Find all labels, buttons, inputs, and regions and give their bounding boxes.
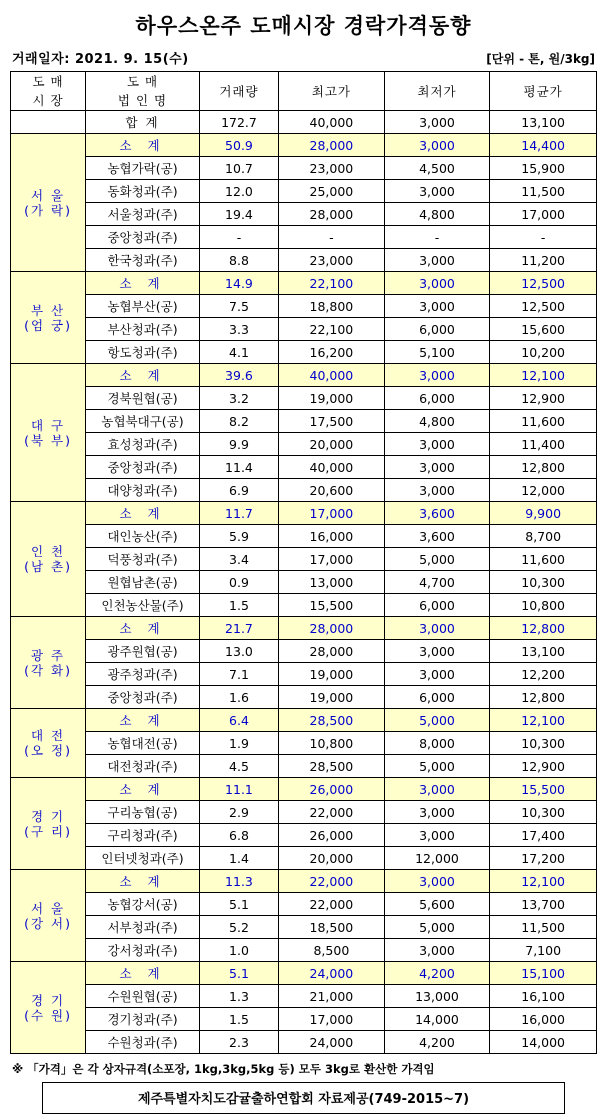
table-row: [11, 364, 597, 387]
max-price-value: 19,000: [279, 387, 385, 410]
company-name: 중앙청과(주): [86, 456, 200, 479]
table-row: [11, 502, 597, 525]
avg-price-value: 11,200: [490, 249, 597, 272]
avg-price-value: 10,800: [490, 594, 597, 617]
avg-price-value: 17,000: [490, 203, 597, 226]
region-market: (각 화): [24, 662, 73, 678]
min-price-value: 6,000: [384, 318, 490, 341]
table-row: [11, 870, 597, 893]
avg-price-value: 15,100: [490, 962, 597, 985]
table-row: [11, 686, 597, 709]
avg-price-value: 11,600: [490, 410, 597, 433]
table-row: [11, 157, 597, 180]
avg-price-value: 11,500: [490, 916, 597, 939]
avg-price-value: 9,900: [490, 502, 597, 525]
avg-price-value: 10,300: [490, 732, 597, 755]
quantity-value: 11.1: [199, 778, 278, 801]
max-price-value: 16,200: [279, 341, 385, 364]
min-price-value: 3,000: [384, 249, 490, 272]
table-row: [11, 916, 597, 939]
quantity-value: 6.4: [199, 709, 278, 732]
min-price-value: 5,600: [384, 893, 490, 916]
subtotal-label: 소 계: [86, 272, 200, 295]
avg-price-value: 16,000: [490, 1008, 597, 1031]
avg-price-value: 12,800: [490, 617, 597, 640]
unit-label: [단위 - 톤, 원/3kg]: [486, 52, 595, 66]
table-row: [11, 939, 597, 962]
quantity-value: 5.2: [199, 916, 278, 939]
avg-price-value: 11,400: [490, 433, 597, 456]
max-price-value: 28,000: [279, 617, 385, 640]
max-price-value: 24,000: [279, 962, 385, 985]
min-price-value: 5,000: [384, 709, 490, 732]
max-price-value: 22,000: [279, 801, 385, 824]
header-region-line1: 도 매: [32, 74, 64, 89]
table-row: [11, 548, 597, 571]
subtotal-label: 소 계: [86, 617, 200, 640]
table-row: [11, 479, 597, 502]
region-cell: [11, 502, 86, 617]
quantity-value: 8.8: [199, 249, 278, 272]
min-price-value: 3,000: [384, 824, 490, 847]
max-price-value: 28,500: [279, 755, 385, 778]
min-price-value: 3,000: [384, 433, 490, 456]
total-max-price: 40,000: [279, 111, 385, 134]
min-price-value: 6,000: [384, 686, 490, 709]
quantity-value: 1.6: [199, 686, 278, 709]
footnote: ※ 「가격」은 각 상자규격(소포장, 1kg,3kg,5kg 등) 모두 3kg로 환산한 가격임: [12, 1062, 435, 1076]
avg-price-value: 10,200: [490, 341, 597, 364]
quantity-value: 21.7: [199, 617, 278, 640]
min-price-value: 8,000: [384, 732, 490, 755]
region-cell: [11, 134, 86, 272]
avg-price-value: 13,100: [490, 640, 597, 663]
avg-price-value: 12,900: [490, 387, 597, 410]
company-name: 수원원협(공): [86, 985, 200, 1008]
min-price-value: 4,500: [384, 157, 490, 180]
header-cell-avg-price: 평균가: [490, 72, 597, 111]
table-row: [11, 847, 597, 870]
table-row: [11, 433, 597, 456]
avg-price-value: 7,100: [490, 939, 597, 962]
region-cell: [11, 962, 86, 1054]
min-price-value: 4,200: [384, 962, 490, 985]
quantity-value: 1.5: [199, 594, 278, 617]
max-price-value: 28,500: [279, 709, 385, 732]
quantity-value: 10.7: [199, 157, 278, 180]
avg-price-value: 17,200: [490, 847, 597, 870]
table-row: [11, 663, 597, 686]
quantity-value: 7.1: [199, 663, 278, 686]
region-name: 인 천: [31, 544, 66, 559]
max-price-value: 28,000: [279, 203, 385, 226]
max-price-value: 24,000: [279, 1031, 385, 1054]
max-price-value: 20,000: [279, 433, 385, 456]
min-price-value: 3,600: [384, 525, 490, 548]
avg-price-value: 14,000: [490, 1031, 597, 1054]
header-region-line2: 시 장: [32, 93, 64, 108]
avg-price-value: 12,000: [490, 479, 597, 502]
table-row: [11, 387, 597, 410]
region-name: 광 주: [31, 647, 66, 663]
quantity-value: 7.5: [199, 295, 278, 318]
min-price-value: 3,000: [384, 134, 490, 157]
table-row: [11, 410, 597, 433]
table-row: [11, 249, 597, 272]
min-price-value: 6,000: [384, 387, 490, 410]
max-price-value: 26,000: [279, 824, 385, 847]
quantity-value: 12.0: [199, 180, 278, 203]
min-price-value: 3,000: [384, 939, 490, 962]
avg-price-value: 11,600: [490, 548, 597, 571]
company-name: 농협강서(공): [86, 893, 200, 916]
company-name: 수원청과(주): [86, 1031, 200, 1054]
max-price-value: 40,000: [279, 364, 385, 387]
max-price-value: 8,500: [279, 939, 385, 962]
min-price-value: 5,000: [384, 548, 490, 571]
quantity-value: 6.9: [199, 479, 278, 502]
min-price-value: 3,000: [384, 456, 490, 479]
company-name: 인천농산물(주): [86, 594, 200, 617]
min-price-value: 3,000: [384, 479, 490, 502]
quantity-value: 3.3: [199, 318, 278, 341]
min-price-value: 4,800: [384, 410, 490, 433]
max-price-value: 28,000: [279, 640, 385, 663]
region-name: 경 기: [31, 992, 66, 1008]
max-price-value: 22,000: [279, 893, 385, 916]
avg-price-value: 8,700: [490, 525, 597, 548]
quantity-value: 5.9: [199, 525, 278, 548]
table-row: [11, 962, 597, 985]
region-market: (강 서): [24, 915, 73, 931]
region-name: 서 울: [31, 187, 66, 203]
page-title: 하우스온주 도매시장 경락가격동향: [135, 14, 472, 38]
table-row: [11, 318, 597, 341]
table-row: [11, 272, 597, 295]
table-row: [11, 456, 597, 479]
max-price-value: 16,000: [279, 525, 385, 548]
avg-price-value: 12,100: [490, 870, 597, 893]
region-name: 부 산: [31, 302, 66, 318]
quantity-value: 8.2: [199, 410, 278, 433]
min-price-value: 3,000: [384, 295, 490, 318]
company-name: 강서청과(주): [86, 939, 200, 962]
total-quantity: 172.7: [199, 111, 278, 134]
company-name: 대전청과(주): [86, 755, 200, 778]
header-cell-max-price: 최고가: [279, 72, 385, 111]
max-price-value: 17,500: [279, 410, 385, 433]
company-name: 원협남촌(공): [86, 571, 200, 594]
meta-row: [10, 48, 597, 71]
quantity-value: 2.3: [199, 1031, 278, 1054]
header-cell-quantity: 거래량: [199, 72, 278, 111]
region-market: (남 촌): [24, 559, 73, 574]
subtotal-label: 소 계: [86, 962, 200, 985]
company-name: 광주원협(공): [86, 640, 200, 663]
quantity-value: 11.3: [199, 870, 278, 893]
max-price-value: 15,500: [279, 594, 385, 617]
quantity-value: 9.9: [199, 433, 278, 456]
max-price-value: 18,800: [279, 295, 385, 318]
region-cell: [11, 870, 86, 962]
table-row: [11, 755, 597, 778]
quantity-value: 0.9: [199, 571, 278, 594]
avg-price-value: 15,600: [490, 318, 597, 341]
company-name: 대인농산(주): [86, 525, 200, 548]
company-name: 농협가락(공): [86, 157, 200, 180]
max-price-value: 19,000: [279, 663, 385, 686]
max-price-value: 17,000: [279, 1008, 385, 1031]
max-price-value: -: [279, 226, 385, 249]
company-name: 한국청과(주): [86, 249, 200, 272]
total-label: 합 계: [86, 111, 200, 134]
region-name: 서 울: [31, 900, 66, 916]
avg-price-value: 12,500: [490, 295, 597, 318]
region-name: 대 구: [31, 417, 66, 433]
region-market: (수 원): [24, 1007, 73, 1023]
quantity-value: 1.0: [199, 939, 278, 962]
quantity-value: 4.1: [199, 341, 278, 364]
subtotal-label: 소 계: [86, 502, 200, 525]
min-price-value: 4,200: [384, 1031, 490, 1054]
header-cell-region: [11, 72, 86, 111]
avg-price-value: 12,800: [490, 686, 597, 709]
company-name: 중앙청과(주): [86, 686, 200, 709]
min-price-value: 14,000: [384, 1008, 490, 1031]
table-row: [11, 571, 597, 594]
max-price-value: 21,000: [279, 985, 385, 1008]
avg-price-value: 13,700: [490, 893, 597, 916]
total-min-price: 3,000: [384, 111, 490, 134]
avg-price-value: 12,800: [490, 456, 597, 479]
max-price-value: 22,100: [279, 272, 385, 295]
company-name: 경북원협(공): [86, 387, 200, 410]
region-cell: [11, 778, 86, 870]
max-price-value: 22,000: [279, 870, 385, 893]
quantity-value: 5.1: [199, 893, 278, 916]
company-name: 농협부산(공): [86, 295, 200, 318]
subtotal-label: 소 계: [86, 364, 200, 387]
source-box: 제주특별자치도감귤출하연합회 자료제공(749-2015~7): [42, 1082, 565, 1114]
table-row: [11, 732, 597, 755]
quantity-value: 19.4: [199, 203, 278, 226]
trade-date: 거래일자: 2021. 9. 15(수): [12, 52, 189, 67]
table-row: [11, 893, 597, 916]
subtotal-label: 소 계: [86, 134, 200, 157]
subtotal-label: 소 계: [86, 709, 200, 732]
max-price-value: 23,000: [279, 157, 385, 180]
region-market: (가 락): [24, 202, 73, 218]
company-name: 대양청과(주): [86, 479, 200, 502]
region-cell: [11, 364, 86, 502]
max-price-value: 23,000: [279, 249, 385, 272]
table-row: [11, 295, 597, 318]
header-company-line1: 도 매: [126, 74, 159, 89]
table-row: [11, 824, 597, 847]
min-price-value: 3,000: [384, 870, 490, 893]
max-price-value: 28,000: [279, 134, 385, 157]
max-price-value: 13,000: [279, 571, 385, 594]
max-price-value: 40,000: [279, 456, 385, 479]
company-name: 농협북대구(공): [86, 410, 200, 433]
table-row: [11, 617, 597, 640]
min-price-value: 5,000: [384, 916, 490, 939]
region-cell: [11, 272, 86, 364]
table-row: [11, 1031, 597, 1054]
avg-price-value: -: [490, 226, 597, 249]
company-name: 구리청과(주): [86, 824, 200, 847]
min-price-value: 3,000: [384, 272, 490, 295]
quantity-value: 4.5: [199, 755, 278, 778]
quantity-value: 2.9: [199, 801, 278, 824]
table-row: [11, 525, 597, 548]
max-price-value: 25,000: [279, 180, 385, 203]
avg-price-value: 10,300: [490, 571, 597, 594]
company-name: 효성청과(주): [86, 433, 200, 456]
total-region-cell: [11, 111, 86, 134]
quantity-value: 39.6: [199, 364, 278, 387]
max-price-value: 20,000: [279, 847, 385, 870]
company-name: 부산청과(주): [86, 318, 200, 341]
max-price-value: 19,000: [279, 686, 385, 709]
company-name: 서울청과(주): [86, 203, 200, 226]
quantity-value: 1.5: [199, 1008, 278, 1031]
min-price-value: 5,000: [384, 755, 490, 778]
avg-price-value: 11,500: [490, 180, 597, 203]
avg-price-value: 14,400: [490, 134, 597, 157]
avg-price-value: 17,400: [490, 824, 597, 847]
max-price-value: 20,600: [279, 479, 385, 502]
header-company-line2: 법 인 명: [117, 93, 168, 108]
quantity-value: 1.9: [199, 732, 278, 755]
region-cell: [11, 617, 86, 709]
quantity-value: 3.4: [199, 548, 278, 571]
avg-price-value: 12,100: [490, 364, 597, 387]
table-row: [11, 226, 597, 249]
min-price-value: 12,000: [384, 847, 490, 870]
quantity-value: -: [199, 226, 278, 249]
table-row-total: [11, 111, 597, 134]
header-cell-company: [86, 72, 200, 111]
max-price-value: 18,500: [279, 916, 385, 939]
min-price-value: 13,000: [384, 985, 490, 1008]
min-price-value: 3,000: [384, 663, 490, 686]
company-name: 광주청과(주): [86, 663, 200, 686]
min-price-value: 5,100: [384, 341, 490, 364]
min-price-value: 3,000: [384, 364, 490, 387]
avg-price-value: 12,100: [490, 709, 597, 732]
table-row: [11, 801, 597, 824]
max-price-value: 17,000: [279, 502, 385, 525]
avg-price-value: 12,900: [490, 755, 597, 778]
company-name: 중앙청과(주): [86, 226, 200, 249]
company-name: 인터넷청과(주): [86, 847, 200, 870]
region-market: (구 리): [24, 823, 73, 839]
company-name: 덕풍청과(주): [86, 548, 200, 571]
avg-price-value: 10,300: [490, 801, 597, 824]
table-row: [11, 640, 597, 663]
table-row: [11, 203, 597, 226]
max-price-value: 17,000: [279, 548, 385, 571]
avg-price-value: 12,200: [490, 663, 597, 686]
quantity-value: 5.1: [199, 962, 278, 985]
min-price-value: 3,600: [384, 502, 490, 525]
min-price-value: -: [384, 226, 490, 249]
quantity-value: 11.4: [199, 456, 278, 479]
min-price-value: 3,000: [384, 640, 490, 663]
table-row: [11, 709, 597, 732]
region-name: 경 기: [31, 808, 66, 824]
min-price-value: 4,700: [384, 571, 490, 594]
price-table: [10, 71, 597, 1054]
min-price-value: 6,000: [384, 594, 490, 617]
min-price-value: 3,000: [384, 801, 490, 824]
quantity-value: 6.8: [199, 824, 278, 847]
avg-price-value: 16,100: [490, 985, 597, 1008]
header-cell-min-price: 최저가: [384, 72, 490, 111]
avg-price-value: 15,900: [490, 157, 597, 180]
table-row: [11, 778, 597, 801]
region-name: 대 전: [31, 728, 66, 743]
min-price-value: 3,000: [384, 617, 490, 640]
subtotal-label: 소 계: [86, 778, 200, 801]
max-price-value: 10,800: [279, 732, 385, 755]
company-name: 서부청과(주): [86, 916, 200, 939]
table-row: [11, 985, 597, 1008]
region-market: (북 부): [24, 432, 73, 448]
avg-price-value: 15,500: [490, 778, 597, 801]
region-cell: [11, 709, 86, 778]
table-row: [11, 180, 597, 203]
table-row: [11, 1008, 597, 1031]
min-price-value: 3,000: [384, 180, 490, 203]
max-price-value: 22,100: [279, 318, 385, 341]
region-market: (오 정): [24, 743, 73, 758]
quantity-value: 11.7: [199, 502, 278, 525]
quantity-value: 1.4: [199, 847, 278, 870]
region-market: (엄 궁): [24, 317, 73, 333]
company-name: 항도청과(주): [86, 341, 200, 364]
min-price-value: 3,000: [384, 778, 490, 801]
subtotal-label: 소 계: [86, 870, 200, 893]
quantity-value: 14.9: [199, 272, 278, 295]
quantity-value: 50.9: [199, 134, 278, 157]
company-name: 동화청과(주): [86, 180, 200, 203]
max-price-value: 26,000: [279, 778, 385, 801]
avg-price-value: 12,500: [490, 272, 597, 295]
company-name: 경기청과(주): [86, 1008, 200, 1031]
min-price-value: 4,800: [384, 203, 490, 226]
total-avg-price: 13,100: [490, 111, 597, 134]
table-row: [11, 134, 597, 157]
table-row: [11, 341, 597, 364]
company-name: 농협대전(공): [86, 732, 200, 755]
table-row: [11, 594, 597, 617]
company-name: 구리농협(공): [86, 801, 200, 824]
quantity-value: 13.0: [199, 640, 278, 663]
quantity-value: 3.2: [199, 387, 278, 410]
quantity-value: 1.3: [199, 985, 278, 1008]
